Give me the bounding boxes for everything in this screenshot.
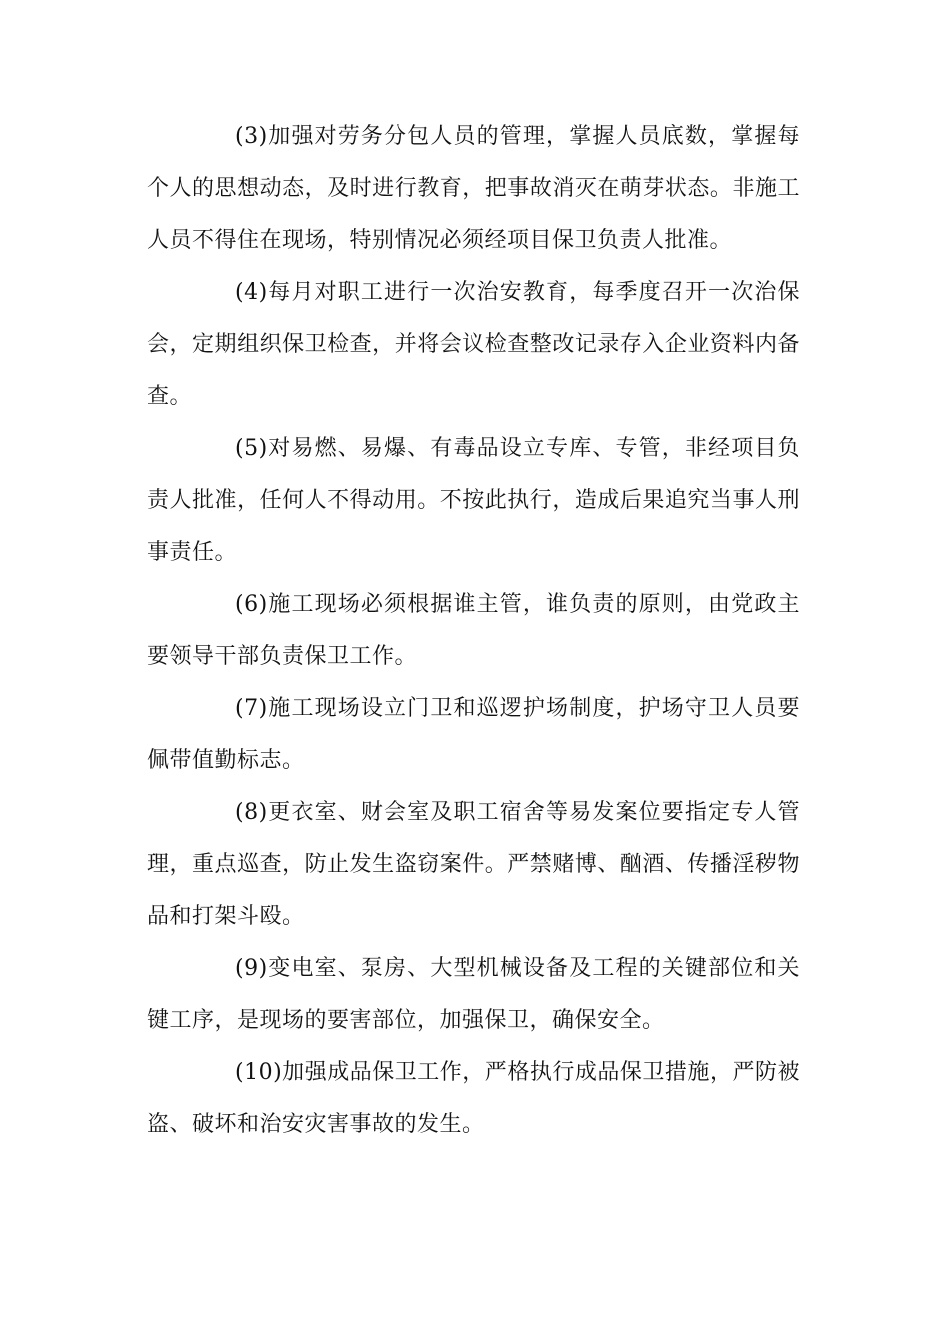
paragraph-4: (4)每月对职工进行一次治安教育，每季度召开一次治保会，定期组织保卫检查，并将会议检查整改记录存入企业资料内备查。 xyxy=(147,280,800,409)
paragraph-10: (10)加强成品保卫工作，严格执行成品保卫措施，严防被盗、破坏和治安灾害事故的发生。 xyxy=(147,1060,800,1137)
paragraph-9: (9)变电室、泵房、大型机械设备及工程的关键部位和关键工序，是现场的要害部位，加强保卫，确保安全。 xyxy=(147,956,800,1033)
paragraph-8: (8)更衣室、财会室及职工宿舍等易发案位要指定专人管理，重点巡查，防止发生盗窃案件。严禁赌博、酗酒、传播淫秽物品和打架斗殴。 xyxy=(147,800,800,929)
paragraph-6: (6)施工现场必须根据谁主管，谁负责的原则，由党政主要领导干部负责保卫工作。 xyxy=(147,592,800,669)
paragraph-5: (5)对易燃、易爆、有毒品设立专库、专管，非经项目负责人批准，任何人不得动用。不按此执行，造成后果追究当事人刑事责任。 xyxy=(147,436,800,565)
document-body xyxy=(147,111,800,1151)
paragraph-7: (7)施工现场设立门卫和巡逻护场制度，护场守卫人员要佩带值勤标志。 xyxy=(147,696,800,773)
paragraph-3: (3)加强对劳务分包人员的管理，掌握人员底数，掌握每个人的思想动态，及时进行教育，把事故消灭在萌芽状态。非施工人员不得住在现场，特别情况必须经项目保卫负责人批准。 xyxy=(147,124,800,253)
